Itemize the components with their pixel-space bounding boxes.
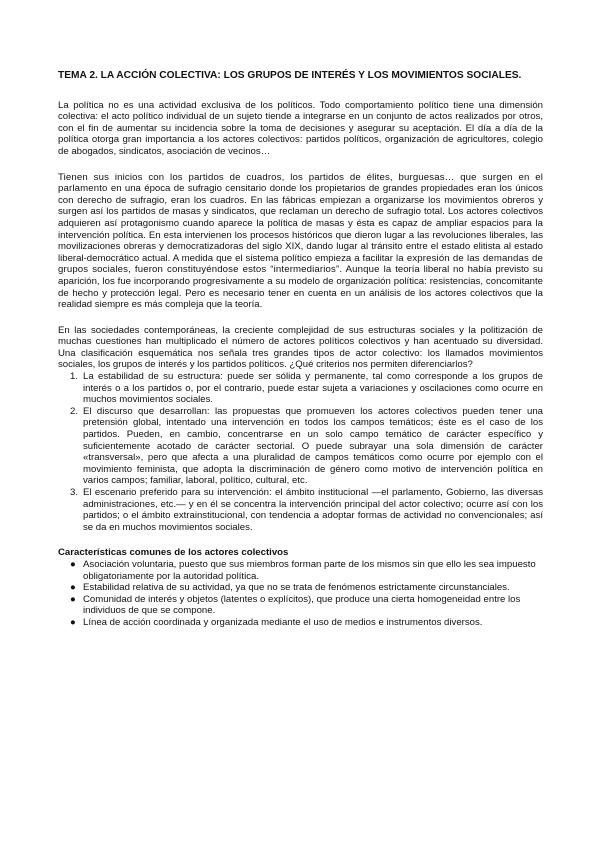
- criteria-text: La estabilidad de su estructura: puede ser sólida y permanente, tal como corresponde a los grupos de interés o a los partidos o, por el contrario, puede estar sujeta a variaciones y oscilaciones como ocurre en muchos movimientos sociales.: [83, 371, 543, 406]
- history-paragraph-emphasis: la expresión de las demandas de grupos sociales, fueron constituyéndose estos “intermediarios”. Aunque la: [58, 252, 544, 276]
- bullet-icon: ●: [70, 558, 76, 570]
- bullet-icon: ●: [70, 582, 76, 594]
- history-paragraph-line-1: Tienen sus inicios con los partidos de cuadros, los partidos de élites, burguesas… que surgen en el parlamento: [58, 171, 543, 195]
- characteristic-text: Línea de acción coordinada y organizada mediante el uso de medios e instrumentos diversos.: [83, 616, 483, 628]
- criteria-item: [58, 487, 543, 533]
- paragraph-gap: [58, 311, 543, 325]
- characteristic-text: Comunidad de interés y objetos (latentes o explícitos), que produce una cierta homogeneidad entre los individuos de que se compone.: [83, 593, 521, 617]
- characteristics-list: [58, 559, 543, 629]
- characteristic-item: [58, 582, 543, 594]
- list-number: 1.: [70, 371, 79, 383]
- criteria-item: [58, 371, 543, 406]
- list-number: 3.: [70, 487, 79, 498]
- characteristic-text: Estabilidad relativa de su actividad, ya que no se trata de fenómenos estrictamente circunstanciales.: [83, 582, 510, 594]
- characteristic-item: [58, 594, 543, 617]
- intro-paragraph: La política no es una actividad exclusiva de los políticos. Todo comportamiento político tiene una dimensión colectiva: el acto político individual de un sujeto tiende a integrarse en un conjunto de actos realizados por otros, con el fin de aumentar su incidencia sobre la toma de decisiones y asegurar su aceptación. El día a día de la política otorga gran importancia a los actores colectivos: partidos políticos, organización de agricultores, colegio de abogados, sindicatos, asociación de vecinos…: [58, 99, 543, 157]
- criteria-list: [58, 371, 543, 533]
- characteristic-item: [58, 617, 543, 629]
- list-number: 2.: [70, 405, 79, 417]
- document-title: TEMA 2. LA ACCIÓN COLECTIVA: LOS GRUPOS DE INTERÉS Y LOS MOVIMIENTOS SOCIALES.: [58, 70, 522, 81]
- criteria-item: [58, 406, 543, 487]
- history-paragraph-body: en una época de sufragio censitario donde los propietarios de grandes propiedades eran los únicos con derecho de sufragio, eran los cuadros. En las fábricas empiezan a organizarse los movimientos obreros y surgen así los partidos de masas y sindicatos, que reclaman un derecho de sufragio total. Los actores colectivos adquieren así protagonismo cuando aparece la política de masas y ésta es capaz de ampliar espacios para la intervención política. En esta intervienen los procesos históricos que dieron lugar a las revoluciones liberales, las movilizaciones obreras y democratizadoras del siglo XIX, dando lugar al tránsito entre el estado elitista al estado liberal-democrático actual. A medida que el sistema político empieza a facilitar: [58, 183, 543, 264]
- bullet-icon: ●: [70, 616, 76, 628]
- paragraph-gap: [58, 158, 543, 172]
- history-paragraph: [58, 172, 543, 311]
- section-heading: Características comunes de los actores colectivos: [58, 547, 289, 559]
- classification-paragraph: En las sociedades contemporáneas, la creciente complejidad de sus estructuras sociales y la politización de muchas cuestiones han multiplicado el número de actores políticos colectivos y han acentuado su diversidad. Una clasificación esquemática nos señala tres grandes tipos de actor colectivo: los llamados movimientos sociales, los grupos de interés y los partidos políticos. ¿Qué criterios nos permiten diferenciarlos?: [58, 324, 543, 371]
- history-paragraph-end: teoría liberal no había previsto su aparición, los fue incorporando progresivamente a su modelo de organización política: resistencias, concomitante de hecho y protección legal. Pero es necesario tener en cuenta en un análisis de los actores colectivos que la realidad siempre es más compleja que la teoría.: [58, 264, 544, 311]
- criteria-text: El discurso que desarrollan: las propuestas que promueven los actores colectivos pueden tener una pretensión global, intentado una intervención en todos los campos temáticos; éste es el caso de los partidos. Pueden, en cambio, concentrarse en un solo campo temático de carácter específico y suficientemente acotado de carácter sectorial. O puede subrayar una sola dimensión de carácter «transversal», pero que afecta a una pluralidad de campos temáticos como ocurre por ejemplo con el movimiento feminista, que adopta la discriminación de género como motivo de intervención política en varios campos; familiar, laboral, político, cultural, etc.: [83, 405, 543, 487]
- bullet-icon: ●: [70, 593, 76, 605]
- characteristic-item: [58, 559, 543, 582]
- characteristic-text: Asociación voluntaria, puesto que sus miembros forman parte de los mismos sin que ello les sea impuesto obligatoriamente por la autoridad política.: [83, 558, 536, 582]
- criteria-text: El escenario preferido para su intervención: el ámbito institucional —el parlamento, Gobierno, las diversas administraciones, etc.— y en él se concentra la intervención principal del actor colectivo; ocurre así con los partidos; o el ámbito extrainstitucional, con tendencia a adoptar formas de actividad no convencionales; así se da en muchos movimientos sociales.: [83, 487, 543, 533]
- document-body: [58, 70, 543, 629]
